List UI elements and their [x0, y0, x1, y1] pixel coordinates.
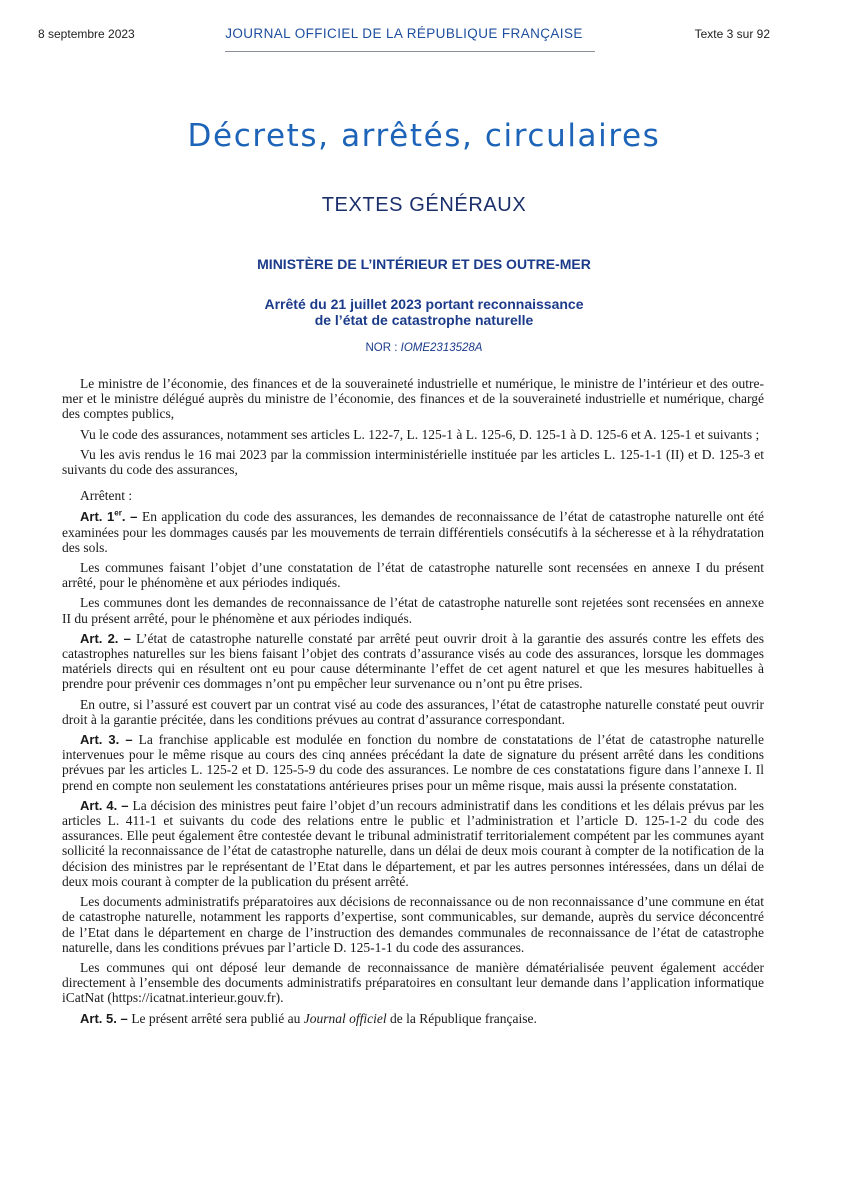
- article-4-paragraph-3: Les communes qui ont déposé leur demande de reconnaissance de manière dématérialisée peuvent également accéder directement à l’ensemble des documents administratifs préparatoires en consultant leur demande dans l’application informatique iCatNat (https://icatnat.interieur.gouv.fr).: [62, 959, 764, 1006]
- header-date: 8 septembre 2023: [38, 27, 135, 41]
- preamble-paragraph: Vu les avis rendus le 16 mai 2023 par la commission interministérielle instituée par les articles L. 125-1-1 (II) et D. 125-3 et suivants du code des assurances,: [62, 446, 764, 478]
- article-1-label: Art. 1er. –: [80, 509, 142, 525]
- article-3-paragraph-1: Art. 3. – La franchise applicable est modulée en fonction du nombre de constatations de l’état de catastrophe naturelle intervenues pour le même risque au cours des cinq années précédant la date de signature du présent arrêté dans les conditions prévues par les articles L. 125-2 et D. 125-5-9 du code des assurances. Le nombre de ces constatations figure dans l’annexe I. Il prend en compte non seulement les constatations antérieures prises pour un même risque, mais aussi la présente constatation.: [62, 732, 764, 793]
- article-4-label: Art. 4. –: [80, 797, 133, 813]
- arrete-title: [0, 296, 848, 328]
- article-3-label: Art. 3. –: [80, 732, 139, 748]
- header-journal-title: JOURNAL OFFICIEL DE LA RÉPUBLIQUE FRANÇAISE: [225, 26, 583, 41]
- journal-officiel-italic: Journal officiel: [303, 1010, 387, 1026]
- arretent-label: Arrêtent :: [80, 488, 133, 504]
- article-2-paragraph-1: Art. 2. – L’état de catastrophe naturelle constaté par arrêté peut ouvrir droit à la garantie des assurés contre les effets des catastrophes naturelles sur les biens faisant l’objet des contrats d’assurance visés au code des assurances, lorsque les dommages matériels directs qui en résultent ont eu pour cause déterminante l’effet de cet agent naturel et que les mesures habituelles à prendre pour prévenir ces dommages n’ont pu empêcher leur survenance ou n’ont pu être prises.: [62, 630, 764, 692]
- preamble-paragraph: Vu le code des assurances, notamment ses articles L. 122-7, L. 125-1 à L. 125-6, D. 125-1 à D. 125-6 et A. 125-1 et suivants ;: [80, 426, 760, 442]
- article-1-paragraph-2: Les communes faisant l’objet d’une constatation de l’état de catastrophe naturelle sont recensées en annexe I du présent arrêté, pour le phénomène et aux périodes indiqués.: [62, 560, 764, 591]
- article-1-paragraph-1: Art. 1er. – En application du code des assurances, les demandes de reconnaissance de l’état de catastrophe naturelle ont été examinées pour les dommages causés par les mouvements de terrain différentiels consécutifs à la sécheresse et à la réhydratation des sols.: [62, 509, 765, 555]
- article-5-paragraph-1: Art. 5. – Le présent arrêté sera publié au Journal officiel de la République française.: [80, 1010, 537, 1026]
- nor-label: NOR :: [365, 342, 401, 354]
- sub-title: TEXTES GÉNÉRAUX: [321, 194, 527, 216]
- arrete-title-line-2: de l’état de catastrophe naturelle: [314, 312, 534, 328]
- article-2-paragraph-2: En outre, si l’assuré est couvert par un contrat visé au code des assurances, l’état de catastrophe naturelle constaté peut ouvrir droit à la garantie précitée, dans les conditions prévues au contrat d’assurance correspondant.: [62, 696, 764, 727]
- document-body: [62, 376, 764, 1031]
- page-header: [38, 26, 770, 46]
- nor-code: IOME2313528A: [400, 342, 483, 354]
- article-5-label: Art. 5. –: [80, 1010, 132, 1026]
- arrete-title-line-1: Arrêté du 21 juillet 2023 portant reconnaissance: [264, 296, 584, 312]
- article-2-label: Art. 2. –: [80, 630, 137, 646]
- article-4-paragraph-1: Art. 4. – La décision des ministres peut faire l’objet d’un recours administratif dans les conditions et les délais prévus par les articles L. 411-1 et suivants du code des relations entre le public et l’administration et l’article D. 125-1-2 du code des assurances. Elle peut également être contestée devant le tribunal administratif territorialement compétent par les communes ayant sollicité la reconnaissance de l’état de catastrophe naturelle, dans un délai de deux mois courant à compter de la notification de la décision des ministres par le représentant de l’Etat dans le département, et par les autres personnes intéressées, dans un délai de deux mois courant à compter de la publication du présent arrêté.: [62, 797, 764, 889]
- nor-reference: [0, 342, 848, 354]
- header-text-number: Texte 3 sur 92: [694, 27, 770, 41]
- article-1-paragraph-3: Les communes dont les demandes de reconnaissance de l’état de catastrophe naturelle sont rejetées sont recensées en annexe II du présent arrêté, pour le phénomène et aux périodes indiqués.: [62, 595, 764, 626]
- article-4-paragraph-2: Les documents administratifs préparatoires aux décisions de reconnaissance ou de non reconnaissance d’une commune en état de catastrophe naturelle, notamment les rapports d’expertise, sont communicables, sur demande, auprès du service déconcentré de l’Etat dans le département en charge de l’instruction des demandes communales de reconnaissance de l’état de catastrophe naturelle, dans les conditions prévues par l’article D. 125-1-1 du code des assurances.: [62, 894, 764, 955]
- preamble-paragraph: Le ministre de l’économie, des finances et de la souveraineté industrielle et numérique, le ministre de l’intérieur et des outre-mer et le ministre délégué auprès du ministre de l’économie, des finances et de la souveraineté industrielle et numérique, chargé des comptes publics,: [62, 376, 764, 422]
- header-divider: [225, 51, 595, 52]
- ministry-heading: MINISTÈRE DE L’INTÉRIEUR ET DES OUTRE-MER: [257, 256, 591, 272]
- section-title: Décrets, arrêtés, circulaires: [187, 118, 661, 154]
